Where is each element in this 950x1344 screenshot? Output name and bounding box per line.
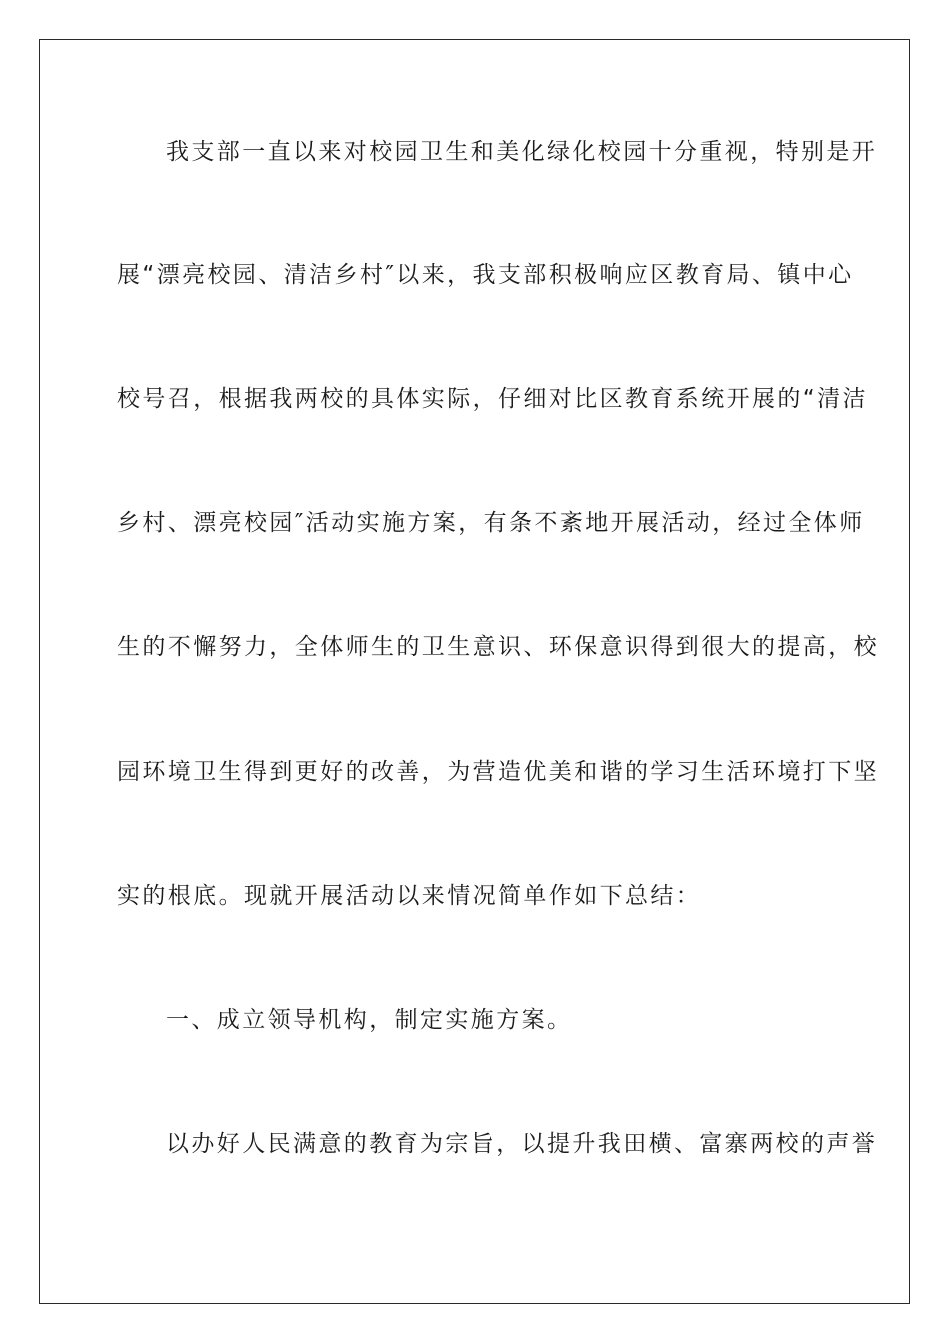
paragraph-2-line-1: 以办好人民满意的教育为宗旨，以提升我田横、富寨两校的声誉 bbox=[166, 1131, 878, 1157]
page-border bbox=[39, 39, 910, 1304]
paragraph-1-line-7: 实的根底。现就开展活动以来情况简单作如下总结： bbox=[117, 883, 702, 909]
section-heading: 一、成立领导机构，制定实施方案。 bbox=[166, 1007, 573, 1033]
paragraph-1-line-2: 展“漂亮校园、清洁乡村″以来，我支部积极响应区教育局、镇中心 bbox=[117, 262, 854, 288]
paragraph-1-line-3: 校号召，根据我两校的具体实际，仔细对比区教育系统开展的“清洁 bbox=[117, 386, 868, 412]
paragraph-1-line-1: 我支部一直以来对校园卫生和美化绿化校园十分重视，特别是开 bbox=[166, 139, 878, 165]
paragraph-1-line-5: 生的不懈努力，全体师生的卫生意识、环保意识得到很大的提高，校 bbox=[117, 634, 879, 660]
paragraph-1-line-6: 园环境卫生得到更好的改善，为营造优美和谐的学习生活环境打下坚 bbox=[117, 759, 879, 785]
paragraph-1-line-4: 乡村、漂亮校园″活动实施方案，有条不紊地开展活动，经过全体师 bbox=[117, 510, 865, 536]
